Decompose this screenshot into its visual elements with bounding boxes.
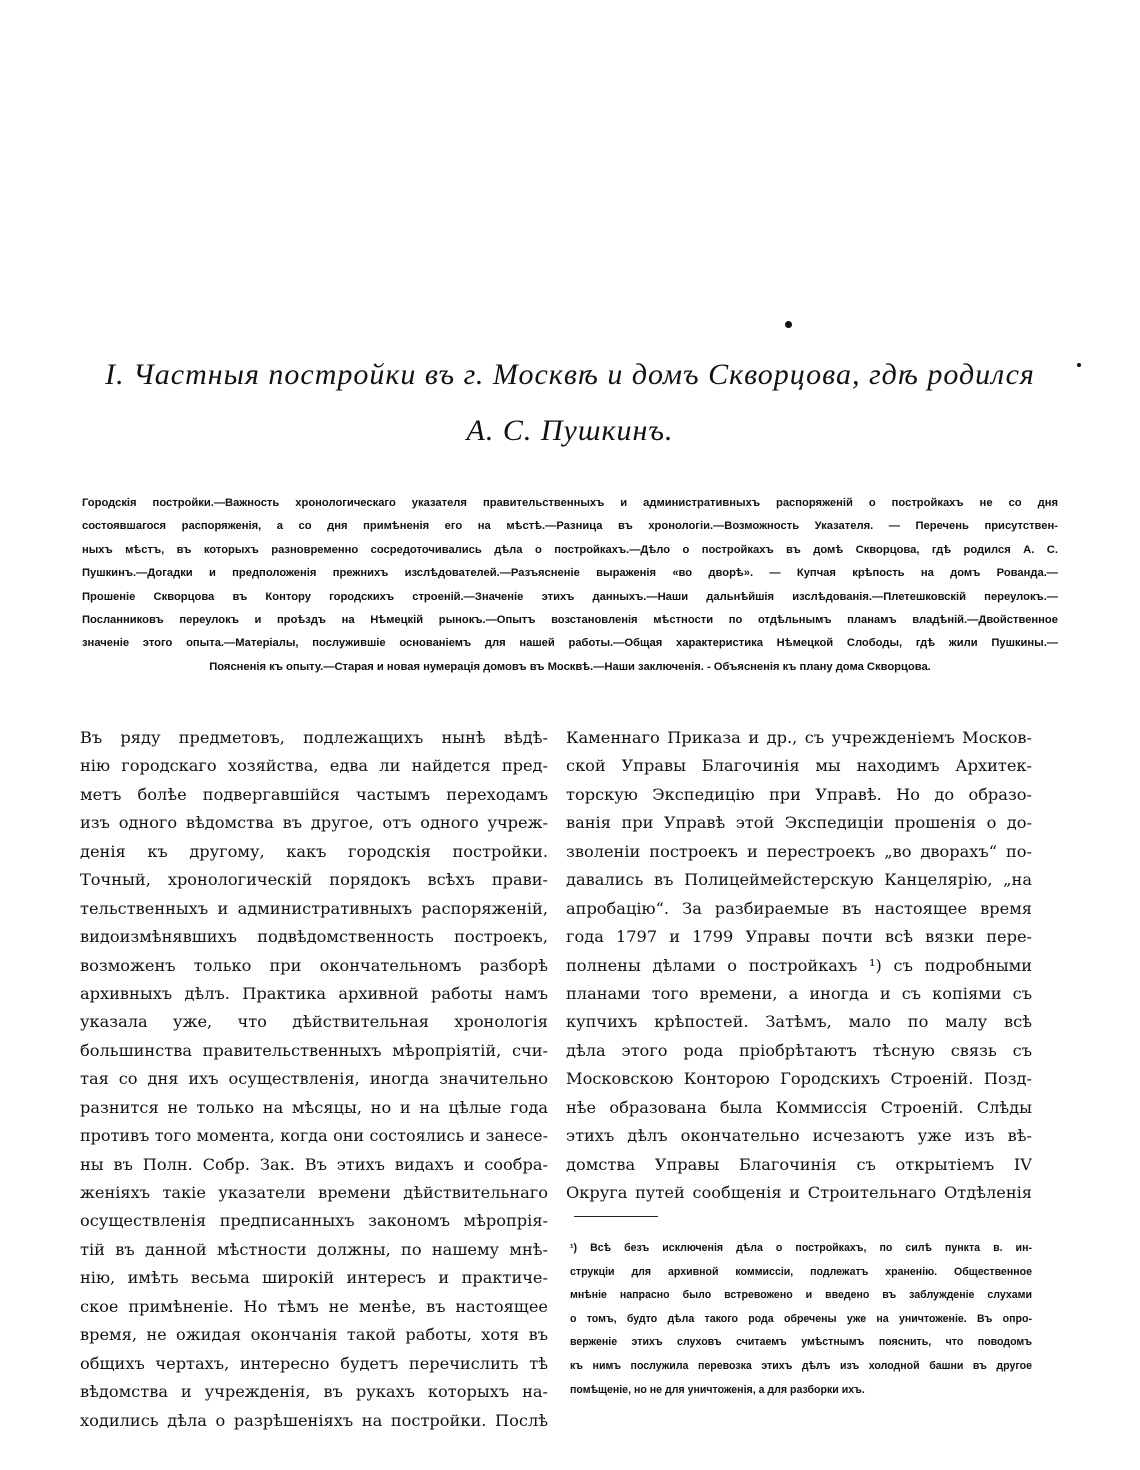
footnote-line: къ нимъ послужила перевозка этихъ дѣлъ изъ холодной башни въ другое (570, 1359, 1032, 1372)
text-line: метъ болѣе подвергавшійся частымъ переходамъ (80, 784, 548, 804)
summary-line: Пушкинъ.—Догадки и предположенія прежнихъ изслѣдователей.—Разъясненіе выраженія «во дворѣ». — Купчая крѣпость на домъ Рованда.— (82, 567, 1058, 580)
text-line: Московскою Конторою Городскихъ Строеній. Позд- (566, 1069, 1032, 1089)
text-line: этихъ дѣлъ окончательно исчезаютъ уже изъ вѣ- (566, 1126, 1032, 1146)
footnote-line: струкціи для архивной коммиссіи, подлежатъ храненію. Общественное (570, 1265, 1032, 1278)
text-line: общихъ чертахъ, интересно будетъ перечислить тѣ (80, 1353, 548, 1373)
summary-line: Городскія постройки.—Важность хронологическаго указателя правительственныхъ и административныхъ распоряженій о постройкахъ не со дня (82, 497, 1058, 509)
footnote-line: помѣщеніе, но не для уничтоженія, а для разборки ихъ. (570, 1383, 865, 1396)
footnote-separator (574, 1216, 658, 1217)
summary-line: ныхъ мѣстъ, въ которыхъ разновременно сосредоточивались дѣла о постройкахъ.—Дѣло о постройкахъ въ домѣ Скворцова, гдѣ родился А. С. (82, 543, 1058, 556)
footnote (570, 1237, 1032, 1402)
chapter-summary (82, 492, 1058, 679)
text-line: тая со дня ихъ осуществленія, иногда значительно (80, 1069, 548, 1089)
text-line: года 1797 и 1799 Управы почти всѣ вязки пере- (566, 927, 1032, 947)
text-line: женіяхъ такіе указатели времени дѣйствительнаго (80, 1183, 548, 1202)
body-text-right-column (566, 724, 1032, 1207)
text-line: ское примѣненіе. Но тѣмъ не менѣе, въ настоящее (80, 1296, 548, 1316)
text-line: ской Управы Благочинія мы находимъ Архитек- (566, 756, 1032, 776)
text-line: давались въ Полицеймейстерскую Канцелярію, „на (566, 870, 1032, 890)
footnote-line: верженіе этихъ слуховъ считаемъ умѣстнымъ пояснить, что поводомъ (570, 1336, 1032, 1349)
footnote-line: ¹) Всѣ безъ исключенія дѣла о постройкахъ, по силѣ пункта в. ин- (570, 1242, 1032, 1254)
text-line: время, не ожидая окончанія такой работы, хотя въ (80, 1325, 548, 1345)
text-line: указала уже, что дѣйствительная хронологія (80, 1012, 548, 1032)
text-line: зволеніи построекъ и перестроекъ „во дворахъ“ по- (566, 841, 1032, 861)
text-line: Округа путей сообщенія и Строительнаго Отдѣленія (566, 1183, 1032, 1202)
text-line: Въ ряду предметовъ, подлежащихъ нынѣ вѣдѣ- (80, 728, 548, 747)
text-line: изъ одного вѣдомства въ другое, отъ одного учреж- (80, 813, 548, 833)
summary-line: состоявшагося распоряженія, а со дня примѣненія его на мѣстѣ.—Разница въ хронологіи.—Возможность Указателя. — Перечень присутствен- (82, 520, 1058, 533)
footnote-line: о томъ, будто дѣла такого рода обречены уже на уничтоженіе. Въ опро- (570, 1312, 1032, 1325)
text-line: Каменнаго Приказа и др., съ учрежденіемъ Москов- (566, 728, 1032, 747)
text-line: ходились дѣла о разрѣшеніяхъ на постройки. Послѣ (80, 1410, 548, 1430)
text-line: денія къ другому, какъ городскія постройки. (80, 841, 548, 861)
text-line: нію городскаго хозяйства, едва ли найдется пред- (80, 756, 548, 776)
text-line: торскую Экспедицію при Управѣ. Но до образо- (566, 784, 1032, 804)
chapter-title: I. Частныя постройки въ г. Москвѣ и домъ Скворцова, гдѣ родился (105, 358, 1035, 391)
text-line: Точный, хронологическій порядокъ всѣхъ прави- (80, 870, 548, 890)
text-line: архивныхъ дѣлъ. Практика архивной работы намъ (80, 983, 548, 1003)
text-line: нѣе образована была Коммиссія Строеній. Слѣды (566, 1097, 1032, 1117)
text-line: большинства правительственныхъ мѣропріятій, счи- (80, 1040, 548, 1060)
text-line: купчихъ крѣпостей. Затѣмъ, мало по малу всѣ (566, 1012, 1032, 1032)
text-line: ванія при Управѣ этой Экспедиціи прошенія о до- (566, 813, 1032, 833)
text-line: противъ того момента, когда они состоялись и занесе- (80, 1126, 548, 1146)
text-line: вѣдомства и учрежденія, въ рукахъ которыхъ на- (80, 1382, 548, 1402)
text-line: разнится не только на мѣсяцы, но и на цѣлые года (80, 1097, 548, 1117)
body-text-left-column (80, 724, 548, 1435)
text-line: тельственныхъ и административныхъ распоряженій, (80, 898, 548, 918)
summary-line: Поясненія къ опыту.—Старая и новая нумерація домовъ въ Москвѣ.—Наши заключенія. - Объясненія къ плану дома Скворцова. (209, 660, 931, 673)
text-line: дѣла этого рода пріобрѣтаютъ тѣсную связь съ (566, 1040, 1032, 1060)
summary-line: Посланниковъ переулокъ и проѣздъ на Нѣмецкій рынокъ.—Опытъ возстановленія мѣстности по отдѣльнымъ планамъ владѣній.—Двойственное (82, 613, 1058, 626)
footnote-line: мнѣніе напрасно было встревожено и введено въ заблужденіе слухами (570, 1289, 1032, 1302)
summary-line: Прошеніе Скворцова въ Контору городскихъ строеній.—Значеніе этихъ данныхъ.—Наши дальнѣйшія изслѣдованія.—Плетешковскій переулокъ.— (82, 590, 1058, 603)
text-line: осуществленія предписанныхъ закономъ мѣропрія- (80, 1211, 548, 1231)
text-line: тій въ данной мѣстности должны, по нашему мнѣ- (80, 1239, 548, 1259)
text-line: планами того времени, а иногда и съ копіями съ (566, 983, 1032, 1003)
text-line: домства Управы Благочинія съ открытіемъ IV (566, 1154, 1032, 1174)
text-line: видоизмѣнявшихъ подвѣдомственность построекъ, (80, 927, 548, 947)
text-line: ны въ Полн. Собр. Зак. Въ этихъ видахъ и сообра- (80, 1154, 548, 1174)
text-line: возможенъ только при окончательномъ разборѣ (80, 955, 548, 975)
text-line: апробацію“. За разбираемые въ настоящее время (566, 898, 1032, 918)
chapter-title-author: А. С. Пушкинъ. (466, 414, 674, 447)
text-line: нію, имѣть весьма широкій интересъ и практиче- (80, 1268, 548, 1288)
ink-dot (785, 321, 792, 328)
text-line: полнены дѣлами о постройкахъ ¹) съ подробными (566, 955, 1032, 975)
summary-line: значеніе этого опыта.—Матеріалы, послужившіе основаніемъ для нашей работы.—Общая характеристика Нѣмецкой Слободы, гдѣ жили Пушкины.— (82, 637, 1058, 650)
